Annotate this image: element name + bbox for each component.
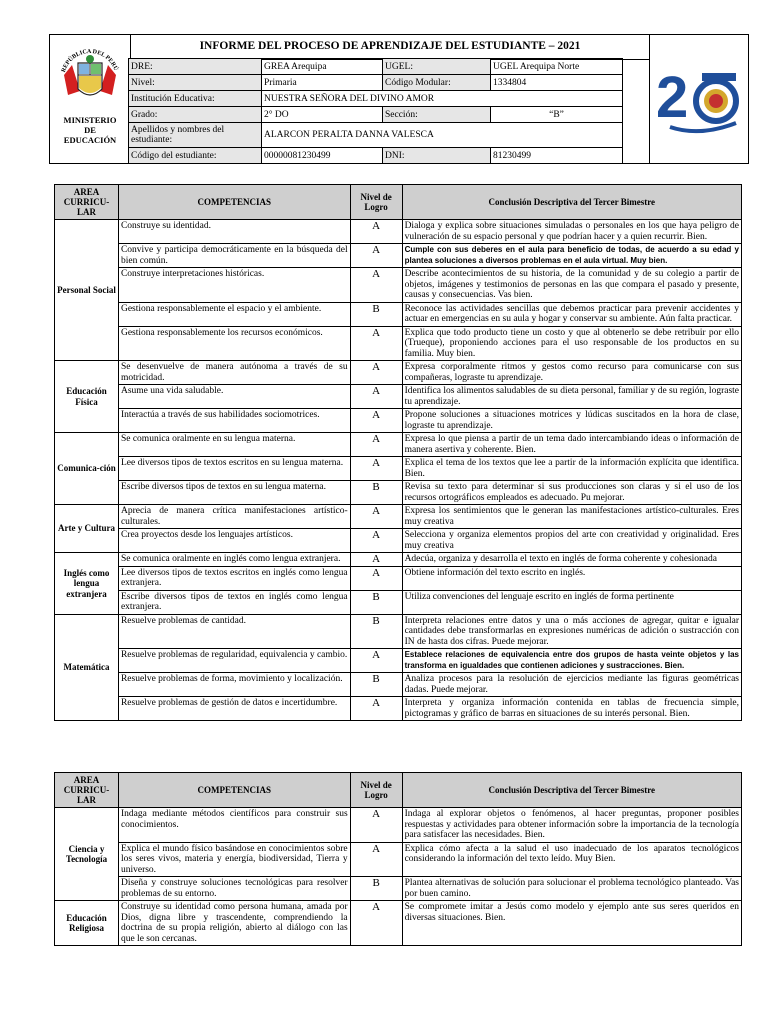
grades-table-2 [54, 772, 742, 946]
conclusion: Interpreta y organiza información contenida en tablas de frecuencia simple, pictogramas y gráfico de barras en situaciones de su interés personal. Bien. [402, 697, 741, 721]
ugel-label: UGEL: [383, 59, 491, 75]
nivel-logro: A [350, 649, 402, 673]
nivel-logro: A [350, 385, 402, 409]
table-row [55, 808, 742, 843]
conclusion: Indaga al explorar objetos o fenómenos, al hacer preguntas, proponer posibles respuestas y actividades para obtener información sobre la importancia de la tecnología para satisfacer las necesidades. Bien. [402, 808, 741, 843]
conclusion: Describe acontecimientos de su historia, de la comunidad y de su colegio a partir de objetos, imágenes y testimonios de personas en las que compara el pasado y presente, causas y consecuencias. Vas bien. [402, 268, 741, 303]
table-row [55, 673, 742, 697]
shield-text: REPÚBLICA DEL PERÚ [60, 48, 119, 74]
header-competencias: COMPETENCIAS [118, 773, 350, 808]
table-row [55, 220, 742, 244]
inst-label: Institución Educativa: [129, 91, 262, 107]
header-conclusion: Conclusión Descriptiva del Tercer Bimestre [402, 185, 741, 220]
table-row [55, 457, 742, 481]
competencia: Construye interpretaciones históricas. [118, 268, 350, 303]
competencia: Lee diversos tipos de textos escritos en su lengua materna. [118, 457, 350, 481]
nivel-logro: A [350, 901, 402, 946]
table-row [55, 877, 742, 901]
ministry-logo [50, 35, 131, 163]
nivel-logro: A [350, 409, 402, 433]
dni-value: 81230499 [491, 148, 623, 164]
peru-shield-icon [50, 35, 130, 115]
school-logo [649, 35, 748, 163]
nivel-logro: B [350, 673, 402, 697]
ministry-line-2: DE [84, 125, 96, 135]
table-row [55, 553, 742, 567]
table-row [55, 385, 742, 409]
header-area: AREA CURRICU-LAR [55, 185, 119, 220]
competencia: Construye su identidad como persona humana, amada por Dios, digna libre y trascendente, comprendiendo la doctrina de su propia religión, abierto al diálogo con las que le son cercanas. [118, 901, 350, 946]
competencia: Convive y participa democráticamente en la búsqueda del bien común. [118, 244, 350, 268]
header-conclusion: Conclusión Descriptiva del Tercer Bimestre [402, 773, 741, 808]
table-row [55, 268, 742, 303]
nivel-logro: A [350, 268, 402, 303]
table-row [55, 566, 742, 590]
conclusion: Explica el tema de los textos que lee a partir de la información explícita que identifica. Bien. [402, 457, 741, 481]
table-row [55, 302, 742, 326]
area-name: Personal Social [55, 220, 119, 361]
area-name: Educación Física [55, 361, 119, 433]
table-row [55, 901, 742, 946]
conclusion: Revisa su texto para determinar si sus producciones son claras y si el uso de los recursos ortográficos empleados es adecuado. Pu mejorar. [402, 481, 741, 505]
nivel-logro: A [350, 505, 402, 529]
conclusion: Interpreta relaciones entre datos y una o más acciones de agregar, quitar e igualar cantidades debe transformarlas en expresiones numéricas de adición o sustracción con IN de hasta dos cifras. Puede mejorar. [402, 614, 741, 649]
nivel-logro: A [350, 697, 402, 721]
svg-text:2: 2 [656, 65, 689, 130]
area-name: Matemática [55, 614, 119, 721]
nivel-logro: A [350, 457, 402, 481]
nivel-logro: A [350, 361, 402, 385]
dre-label: DRE: [129, 59, 262, 75]
competencia: Resuelve problemas de gestión de datos e incertidumbre. [118, 697, 350, 721]
student-info-table [128, 58, 623, 164]
header-nivel: Nivel de Logro [350, 773, 402, 808]
conclusion: Expresa lo que piensa a partir de un tema dado intercambiando ideas o información de manera asertiva y coherente. Bien. [402, 433, 741, 457]
nivel-logro: A [350, 244, 402, 268]
competencia: Resuelve problemas de cantidad. [118, 614, 350, 649]
conclusion: Expresa corporalmente ritmos y gestos como recurso para comunicarse con sus compañeras, lograste tu aprendizaje. [402, 361, 741, 385]
competencia: Construye su identidad. [118, 220, 350, 244]
table-row [55, 842, 742, 877]
conclusion: Adecúa, organiza y desarrolla el texto en inglés de forma coherente y cohesionada [402, 553, 741, 567]
anniversary-25-icon [650, 35, 748, 163]
conclusion: Cumple con sus deberes en el aula para beneficio de todas, de acuerdo a su edad y plantea soluciones a diversos problemas en el aula virtual. Muy bien. [402, 244, 741, 268]
dre-value: GREA Arequipa [262, 59, 383, 75]
table-row [55, 697, 742, 721]
dni-label: DNI: [383, 148, 491, 164]
competencia: Gestiona responsablemente los recursos económicos. [118, 326, 350, 361]
table-row [55, 244, 742, 268]
conclusion: Se compromete imitar a Jesús como modelo y ejemplo ante sus seres queridos en diversas situaciones. Bien. [402, 901, 741, 946]
seccion-value: “B” [491, 107, 623, 123]
nombre-value: ALARCON PERALTA DANNA VALESCA [262, 123, 623, 148]
nivel-logro: A [350, 433, 402, 457]
nombre-label: Apellidos y nombres del estudiante: [129, 123, 262, 148]
conclusion: Explica que todo producto tiene un costo y que al obtenerlo se debe retribuir por ello (Trueque), proponiendo acciones para el uso responsable de los productos en su familia. Muy bien. [402, 326, 741, 361]
area-name: Inglés como lengua extranjera [55, 553, 119, 615]
competencia: Lee diversos tipos de textos escritos en inglés como lengua extranjera. [118, 566, 350, 590]
table-row [55, 433, 742, 457]
table-row [55, 409, 742, 433]
header-competencias: COMPETENCIAS [118, 185, 350, 220]
competencia: Interactúa a través de sus habilidades sociomotrices. [118, 409, 350, 433]
area-name: Ciencia y Tecnología [55, 808, 119, 901]
table-row [55, 529, 742, 553]
table-row [55, 614, 742, 649]
competencia: Escribe diversos tipos de textos en inglés como lengua extranjera. [118, 590, 350, 614]
cod-mod-label: Código Modular: [383, 75, 491, 91]
table-row [55, 361, 742, 385]
competencia: Diseña y construye soluciones tecnológicas para resolver problemas de su entorno. [118, 877, 350, 901]
conclusion: Dialoga y explica sobre situaciones simuladas o personales en los que haya peligro de vulneración de su espacio personal y que podrían hacer y a quien recurrir. Bien. [402, 220, 741, 244]
nivel-logro: A [350, 566, 402, 590]
nivel-logro: A [350, 842, 402, 877]
ugel-value: UGEL Arequipa Norte [491, 59, 623, 75]
competencia: Gestiona responsablemente el espacio y el ambiente. [118, 302, 350, 326]
conclusion: Plantea alternativas de solución para solucionar el problema tecnológico planteado. Vas por buen camino. [402, 877, 741, 901]
conclusion: Expresa los sentimientos que le generan las manifestaciones artístico-culturales. Eres muy creativa [402, 505, 741, 529]
cod-mod-value: 1334804 [491, 75, 623, 91]
table-row [55, 649, 742, 673]
ministry-line-3: EDUCACIÓN [63, 135, 117, 145]
cod-est-value: 00000081230499 [262, 148, 383, 164]
ministry-line-1: MINISTERIO [63, 115, 117, 125]
grado-label: Grado: [129, 107, 262, 123]
area-name: Educación Religiosa [55, 901, 119, 946]
nivel-value: Primaria [262, 75, 383, 91]
table-row [55, 505, 742, 529]
competencia: Escribe diversos tipos de textos en su lengua materna. [118, 481, 350, 505]
grado-value: 2° DO [262, 107, 383, 123]
table-row [55, 481, 742, 505]
conclusion: Identifica los alimentos saludables de su dieta personal, familiar y de su región, lograste tu aprendizaje. [402, 385, 741, 409]
header-area: AREA CURRICU-LAR [55, 773, 119, 808]
nivel-logro: A [350, 326, 402, 361]
seccion-label: Sección: [383, 107, 491, 123]
nivel-logro: A [350, 808, 402, 843]
competencia: Se comunica oralmente en inglés como lengua extranjera. [118, 553, 350, 567]
conclusion: Propone soluciones a situaciones motrices y lúdicas suscitados en la hora de clase, lograste tu aprendizaje. [402, 409, 741, 433]
competencia: Crea proyectos desde los lenguajes artísticos. [118, 529, 350, 553]
grades-table-1 [54, 184, 742, 721]
nivel-logro: B [350, 481, 402, 505]
competencia: Se comunica oralmente en su lengua materna. [118, 433, 350, 457]
nivel-logro: A [350, 553, 402, 567]
inst-value: NUESTRA SEÑORA DEL DIVINO AMOR [262, 91, 623, 107]
competencia: Aprecia de manera crítica manifestaciones artístico-culturales. [118, 505, 350, 529]
competencia: Resuelve problemas de forma, movimiento y localización. [118, 673, 350, 697]
nivel-logro: A [350, 529, 402, 553]
nivel-label: Nivel: [129, 75, 262, 91]
competencia: Se desenvuelve de manera autónoma a través de su motricidad. [118, 361, 350, 385]
area-name: Comunica-ción [55, 433, 119, 505]
nivel-logro: B [350, 614, 402, 649]
table-row [55, 590, 742, 614]
competencia: Indaga mediante métodos científicos para construir sus conocimientos. [118, 808, 350, 843]
competencia: Explica el mundo físico basándose en conocimientos sobre los seres vivos, materia y energía, biodiversidad, Tierra y universo. [118, 842, 350, 877]
page-title: INFORME DEL PROCESO DE APRENDIZAJE DEL ESTUDIANTE – 2021 [130, 35, 650, 60]
nivel-logro: B [350, 877, 402, 901]
area-name: Arte y Cultura [55, 505, 119, 553]
conclusion: Explica cómo afecta a la salud el uso inadecuado de los aparatos tecnológicos considerando la información del texto leído. Muy Bien. [402, 842, 741, 877]
conclusion: Establece relaciones de equivalencia entre dos grupos de hasta veinte objetos y las transforma en igualdades que contienen adiciones y sustracciones. Bien. [402, 649, 741, 673]
conclusion: Utiliza convenciones del lenguaje escrito en inglés de forma pertinente [402, 590, 741, 614]
competencia: Asume una vida saludable. [118, 385, 350, 409]
conclusion: Analiza procesos para la resolución de ejercicios mediante las figuras geométricas dadas. Puede mejorar. [402, 673, 741, 697]
nivel-logro: B [350, 302, 402, 326]
nivel-logro: A [350, 220, 402, 244]
header-nivel: Nivel de Logro [350, 185, 402, 220]
competencia: Resuelve problemas de regularidad, equivalencia y cambio. [118, 649, 350, 673]
table-row [55, 326, 742, 361]
nivel-logro: B [350, 590, 402, 614]
cod-est-label: Código del estudiante: [129, 148, 262, 164]
conclusion: Reconoce las actividades sencillas que debemos practicar para prevenir accidentes y actuar en emergencias en su aula y hogar y conservar su ambiente. Aún falta practicar. [402, 302, 741, 326]
conclusion: Obtiene información del texto escrito en inglés. [402, 566, 741, 590]
conclusion: Selecciona y organiza elementos propios del arte con creatividad y originalidad. Eres muy creativa [402, 529, 741, 553]
